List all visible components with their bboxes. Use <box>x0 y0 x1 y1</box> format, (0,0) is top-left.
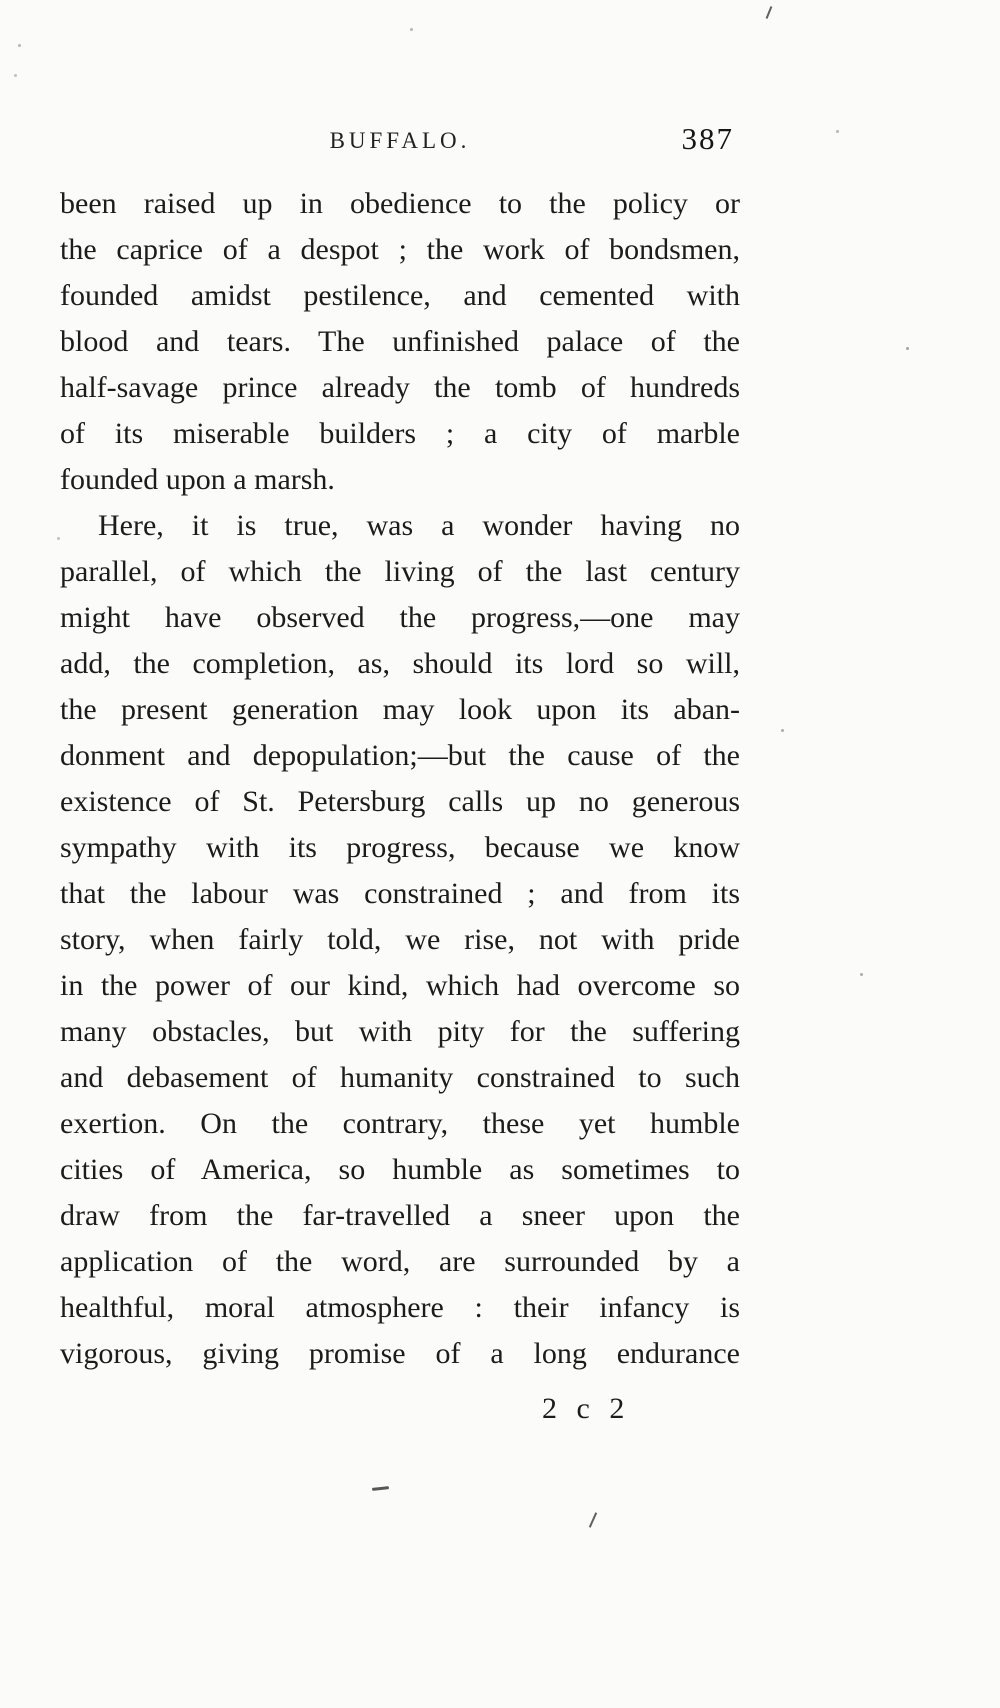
text-line: healthful, moral atmosphere : their infancy is <box>60 1291 740 1324</box>
signature-mark: 2 c 2 <box>542 1392 631 1425</box>
text-line: many obstacles, but with pity for the suffering <box>60 1015 740 1048</box>
scan-artifact <box>860 973 863 976</box>
text-line: might have observed the progress,—one may <box>60 601 740 634</box>
scan-artifact <box>410 28 413 31</box>
text-line: add, the completion, as, should its lord so will, <box>60 647 740 680</box>
text-line: in the power of our kind, which had overcome so <box>60 969 740 1002</box>
text-line: been raised up in obedience to the policy or <box>60 187 740 220</box>
scan-artifact <box>836 130 839 133</box>
scan-artifact <box>14 74 17 77</box>
text-line: the present generation may look upon its aban- <box>60 693 740 726</box>
text-line: existence of St. Petersburg calls up no generous <box>60 785 740 818</box>
text-line: parallel, of which the living of the last century <box>60 555 740 588</box>
text-line: and debasement of humanity constrained to such <box>60 1061 740 1094</box>
text-line: story, when fairly told, we rise, not with pride <box>60 923 740 956</box>
scan-artifact <box>372 1486 389 1491</box>
text-line: founded upon a marsh. <box>60 463 335 496</box>
scan-artifact <box>57 537 60 540</box>
text-line: vigorous, giving promise of a long endurance <box>60 1337 740 1370</box>
running-title: BUFFALO. <box>329 128 471 153</box>
page-number: 387 <box>681 121 734 156</box>
text-line: sympathy with its progress, because we know <box>60 831 740 864</box>
text-line: the caprice of a despot ; the work of bondsmen, <box>60 233 740 266</box>
page-header <box>60 121 740 168</box>
paragraph <box>60 503 740 1377</box>
scan-artifact <box>906 347 909 350</box>
text-line: founded amidst pestilence, and cemented with <box>60 279 740 312</box>
body-text <box>60 181 740 1377</box>
text-line: half-savage prince already the tomb of hundreds <box>60 371 740 404</box>
text-line: blood and tears. The unfinished palace of the <box>60 325 740 358</box>
scan-artifact <box>589 1512 597 1527</box>
page-footer <box>60 1392 740 1426</box>
paragraph <box>60 181 740 503</box>
scan-artifact <box>766 6 773 19</box>
text-line: of its miserable builders ; a city of marble <box>60 417 740 450</box>
scan-artifact <box>781 729 784 732</box>
text-line: draw from the far-travelled a sneer upon the <box>60 1199 740 1232</box>
text-line: application of the word, are surrounded by a <box>60 1245 740 1278</box>
scan-artifact <box>18 44 21 47</box>
text-line: cities of America, so humble as sometimes to <box>60 1153 740 1186</box>
text-line: exertion. On the contrary, these yet humble <box>60 1107 740 1140</box>
text-line: donment and depopulation;—but the cause of the <box>60 739 740 772</box>
text-line: that the labour was constrained ; and from its <box>60 877 740 910</box>
text-line: Here, it is true, was a wonder having no <box>98 509 740 542</box>
